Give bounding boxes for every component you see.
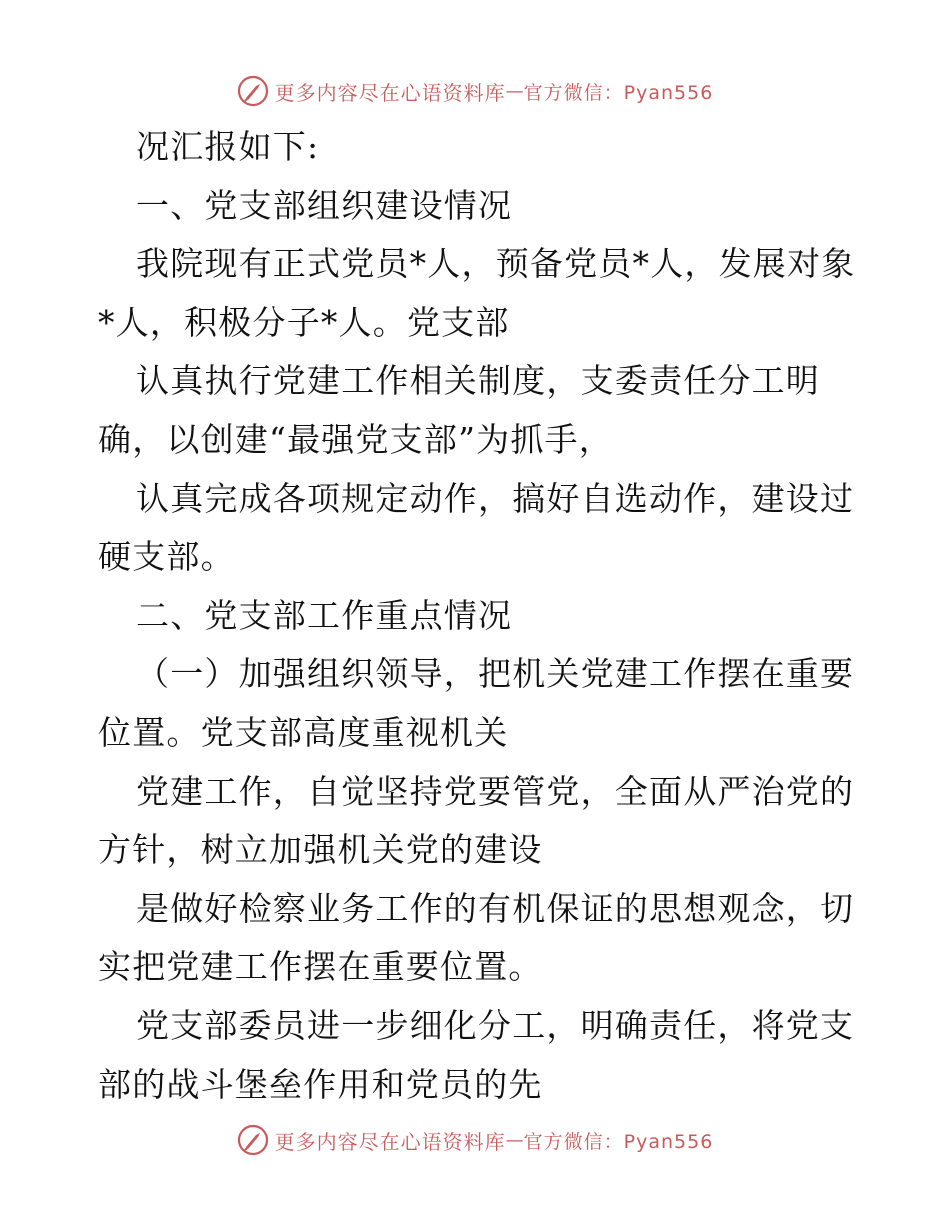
paragraph: 我院现有正式党员*人，预备党员*人，发展对象*人，积极分子*人。党支部	[98, 244, 856, 342]
pen-nib-icon	[237, 1124, 269, 1156]
paragraph: 认真执行党建工作相关制度，支委责任分工明确，以创建“最强党支部”为抓手，	[98, 361, 820, 459]
paragraph: 况汇报如下:	[136, 127, 320, 166]
banner-wechat: 官方微信：Pyan556	[523, 81, 714, 104]
document-body	[98, 118, 858, 1114]
footer-watermark	[0, 1120, 950, 1160]
paragraph: 认真完成各项规定动作，搞好自选动作，建设过硬支部。	[98, 478, 855, 577]
paragraph: （一）加强组织领导，把机关党建工作摆在重要位置。党支部高度重视机关	[98, 654, 855, 752]
section-heading: 二、党支部工作重点情况	[136, 595, 513, 635]
pen-nib-icon	[237, 75, 269, 107]
banner-dash: —	[505, 80, 524, 102]
paragraph: 党建工作，自觉坚持党要管党，全面从严治党的方针，树立加强机关党的建设	[98, 771, 855, 870]
banner-dash: —	[505, 1129, 524, 1151]
section-heading: 一、党支部组织建设情况	[136, 185, 513, 225]
banner-wechat: 官方微信：Pyan556	[523, 1130, 714, 1153]
banner-text: 更多内容尽在心语资料库	[274, 1129, 506, 1154]
paragraph: 是做好检察业务工作的有机保证的思想观念，切实把党建工作摆在重要位置。	[98, 888, 855, 987]
banner-text: 更多内容尽在心语资料库	[274, 80, 506, 105]
paragraph: 党支部委员进一步细化分工，明确责任，将党支部的战斗堡垒作用和党员的先	[98, 1005, 855, 1104]
header-watermark	[0, 71, 950, 111]
